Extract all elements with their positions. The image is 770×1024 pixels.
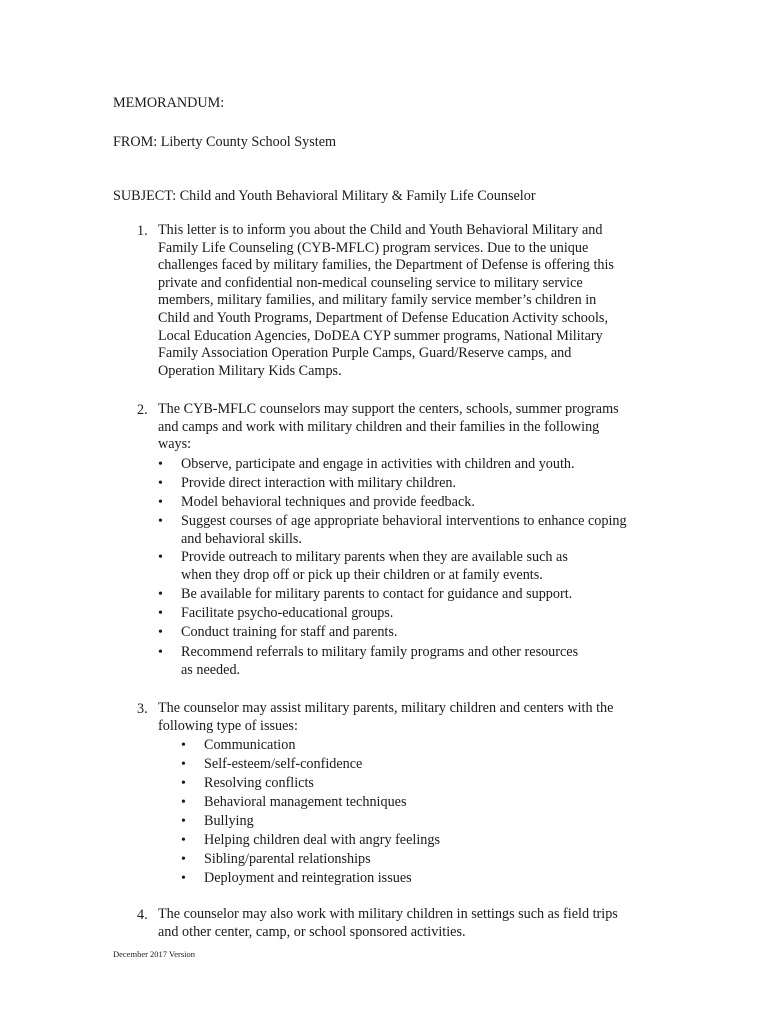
bullet-icon: • (181, 795, 186, 810)
list-item: • Conduct training for staff and parents. (158, 624, 398, 640)
paragraph-line: Local Education Agencies, DoDEA CYP summer programs, National Military (158, 327, 603, 344)
bullet-icon: • (181, 776, 186, 791)
version-footer: December 2017 Version (113, 949, 195, 959)
bullet-icon: • (158, 606, 163, 621)
paragraph-line: ways: (158, 436, 192, 453)
paragraph-line: The counselor may assist military parents, military children and centers with the (158, 700, 614, 716)
item-number: 3. (137, 701, 148, 717)
paragraph-line: Family Life Counseling (CYB-MFLC) program services. Due to the unique (158, 239, 589, 256)
bullet-icon: • (158, 457, 163, 472)
paragraph-line: private and confidential non-medical counseling service to military service (158, 274, 583, 291)
list-item: • Provide outreach to military parents when they are available such as when they drop off or pick up their children or at family events. (158, 549, 568, 583)
bullet-icon: • (181, 738, 186, 753)
paragraph-line: challenges faced by military families, the Department of Defense is offering this (158, 257, 614, 274)
paragraph-line: Family Association Operation Purple Camps, Guard/Reserve camps, and (158, 345, 572, 362)
list-item: • Observe, participate and engage in activities with children and youth. (158, 456, 575, 472)
list-item: • Sibling/parental relationships (181, 851, 371, 867)
item-number: 1. (137, 223, 148, 239)
paragraph-line: This letter is to inform you about the Child and Youth Behavioral Military and (158, 222, 603, 238)
bullet-icon: • (158, 476, 163, 491)
bullet-icon: • (158, 514, 163, 529)
item-number: 2. (137, 402, 148, 418)
bullet-icon: • (181, 814, 186, 829)
list-item: • Recommend referrals to military family programs and other resources as needed. (158, 644, 579, 678)
item-paragraph (158, 906, 658, 941)
bullet-icon: • (181, 871, 186, 886)
paragraph-line: following type of issues: (158, 717, 298, 734)
item-number: 4. (137, 907, 148, 923)
paragraph-line: members, military families, and military family service member’s children in (158, 292, 597, 309)
issues-list (181, 737, 581, 889)
paragraph-line: and camps and work with military children and their families in the following (158, 418, 600, 435)
bullet-icon: • (158, 587, 163, 602)
list-item: • Behavioral management techniques (181, 794, 407, 810)
bullet-icon: • (181, 833, 186, 848)
paragraph-line: The counselor may also work with military children in settings such as field trips (158, 906, 618, 922)
item-paragraph (158, 700, 658, 735)
list-item: • Provide direct interaction with military children. (158, 475, 457, 491)
list-item: • Be available for military parents to contact for guidance and support. (158, 586, 573, 602)
list-item: • Helping children deal with angry feelings (181, 832, 440, 848)
list-item: • Model behavioral techniques and provide feedback. (158, 494, 475, 510)
memo-subject: SUBJECT: Child and Youth Behavioral Military & Family Life Counselor (113, 188, 536, 204)
bullet-icon: • (158, 495, 163, 510)
item-paragraph (158, 222, 658, 380)
bullet-icon: • (181, 852, 186, 867)
support-ways-list (158, 456, 678, 680)
bullet-icon: • (181, 757, 186, 772)
bullet-icon: • (158, 645, 163, 660)
list-item: • Suggest courses of age appropriate behavioral interventions to enhance coping and behavioral skills. (158, 513, 627, 547)
memo-heading: MEMORANDUM: (113, 95, 225, 111)
paragraph-line: Child and Youth Programs, Department of Defense Education Activity schools, (158, 309, 608, 326)
list-item: • Deployment and reintegration issues (181, 870, 412, 886)
memo-from: FROM: Liberty County School System (113, 134, 337, 150)
list-item: • Bullying (181, 813, 254, 829)
bullet-icon: • (158, 625, 163, 640)
list-item: • Communication (181, 737, 296, 753)
paragraph-line: Operation Military Kids Camps. (158, 362, 342, 379)
list-item: • Facilitate psycho-educational groups. (158, 605, 394, 621)
paragraph-line: The CYB-MFLC counselors may support the centers, schools, summer programs (158, 401, 619, 417)
list-item: • Resolving conflicts (181, 775, 314, 791)
bullet-icon: • (158, 550, 163, 565)
item-paragraph (158, 401, 658, 454)
paragraph-line: and other center, camp, or school sponsored activities. (158, 923, 466, 940)
list-item: • Self-esteem/self-confidence (181, 756, 363, 772)
